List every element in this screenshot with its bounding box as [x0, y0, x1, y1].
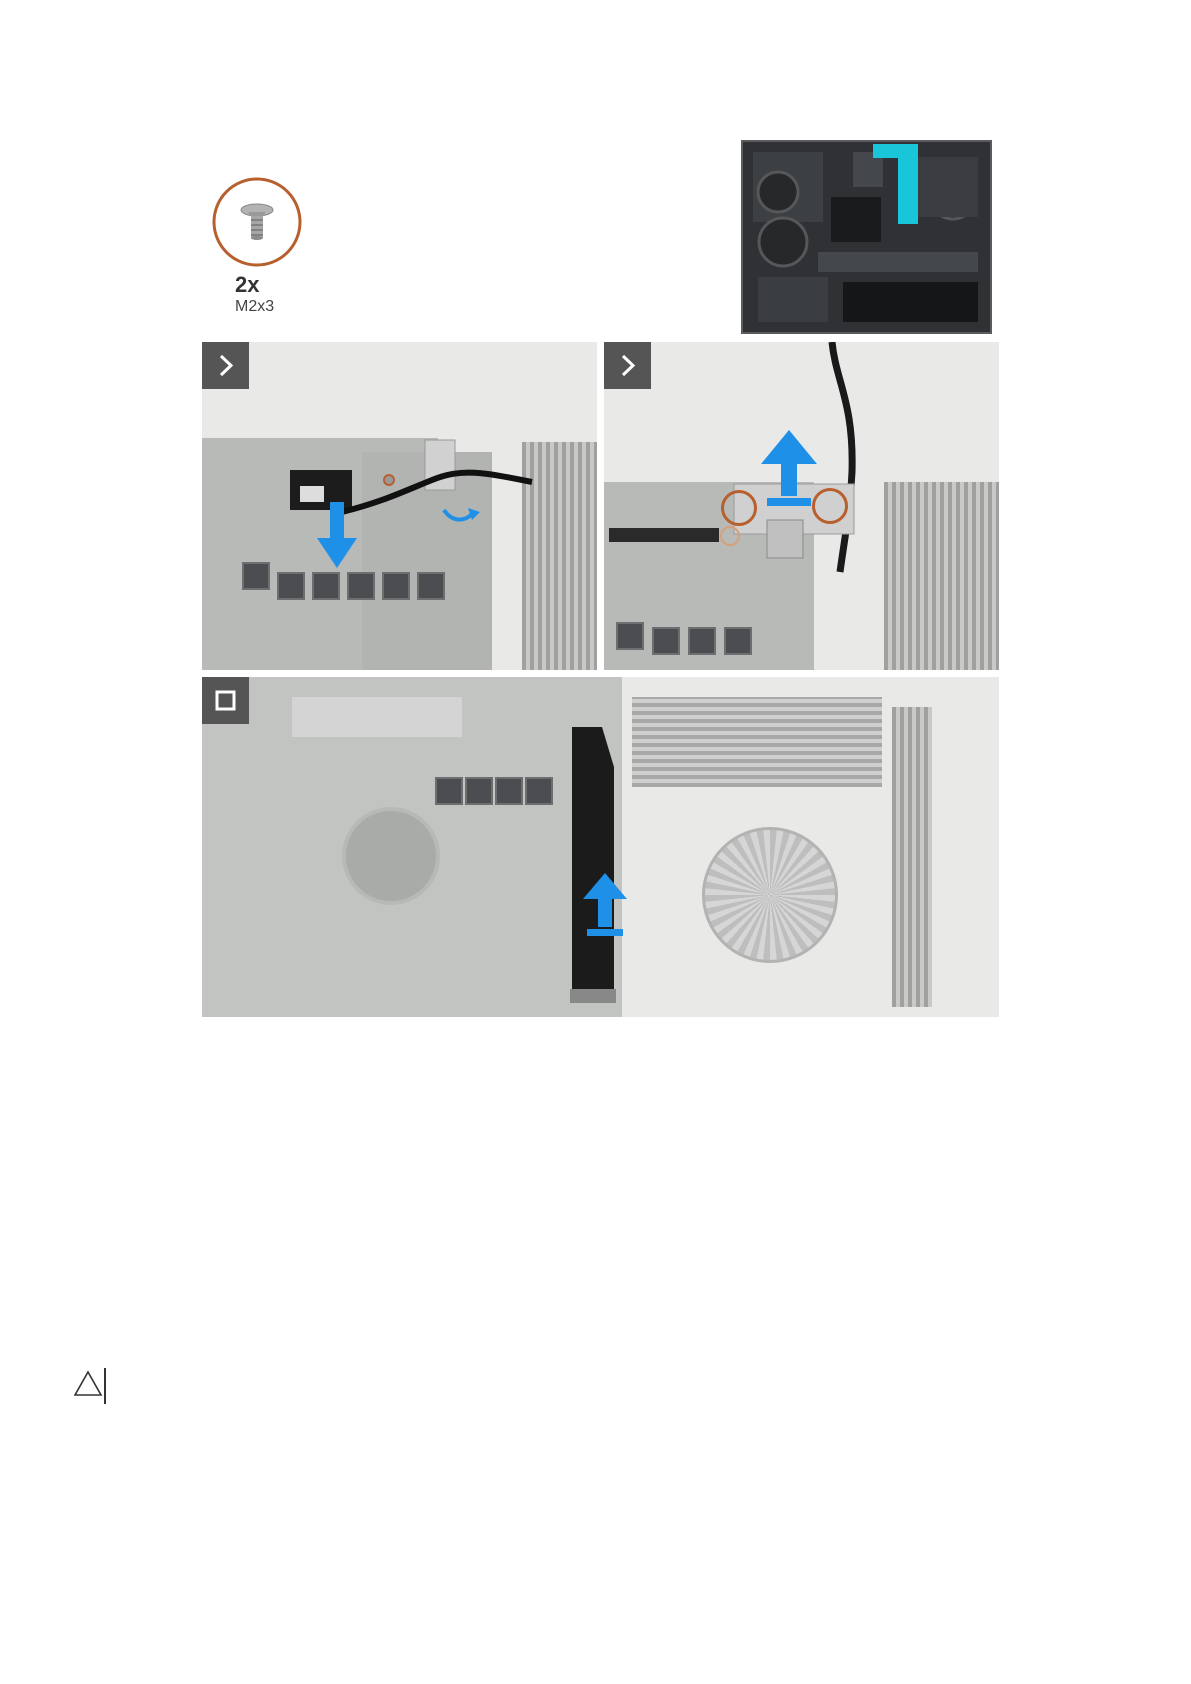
fan-right	[702, 827, 838, 963]
stop-square-icon	[202, 677, 249, 724]
component	[525, 777, 553, 805]
screw-quantity: 2x	[235, 272, 260, 297]
end-step-badge	[202, 677, 249, 724]
next-step-badge	[202, 342, 249, 389]
step-1-panel	[202, 342, 597, 670]
screw-hole	[720, 526, 740, 546]
heatsink	[632, 697, 882, 787]
arrow-up-icon	[583, 873, 627, 941]
caution-triangle-icon	[74, 1366, 110, 1406]
screw-size: M2x3	[235, 298, 275, 315]
component	[465, 777, 493, 805]
display-cable	[202, 342, 597, 670]
hinge	[892, 707, 932, 1007]
step-3-panel	[202, 677, 999, 1017]
step-2-panel	[604, 342, 999, 670]
component	[435, 777, 463, 805]
label-sticker	[292, 697, 462, 737]
next-step-badge	[604, 342, 651, 389]
component	[495, 777, 523, 805]
arrow-up-icon	[761, 430, 817, 510]
screw-location-left	[721, 490, 757, 526]
curved-arrow-icon	[442, 504, 482, 526]
arrow-down-icon	[317, 502, 357, 568]
screw-callout	[211, 176, 321, 326]
screw-location-right	[812, 488, 848, 524]
laptop-overview-image	[741, 140, 992, 334]
chevron-right-icon	[202, 342, 249, 389]
fan-left	[342, 807, 440, 905]
screw-icon	[211, 176, 303, 268]
flex-cable	[562, 727, 642, 1017]
chevron-right-icon	[604, 342, 651, 389]
